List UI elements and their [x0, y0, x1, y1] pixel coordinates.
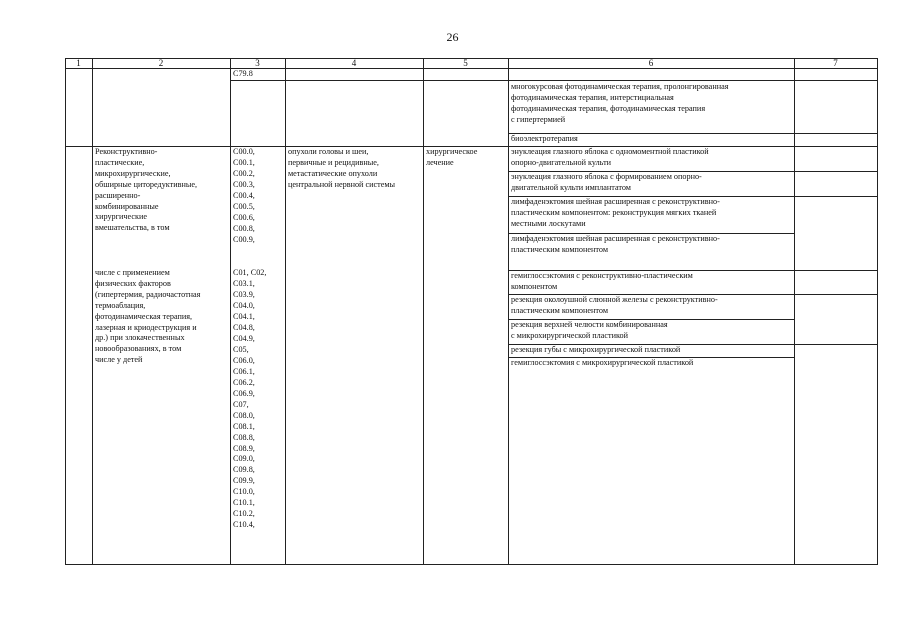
text-line: компонентом	[511, 281, 558, 291]
column-border	[508, 58, 509, 565]
icd-code: C00.3,	[233, 179, 255, 189]
intervention-description	[95, 268, 200, 366]
prev-row-treatment	[511, 82, 728, 126]
text-line: термоаблация,	[95, 300, 146, 310]
text-line: энуклеация глазного яблока с одномоментной пластикой	[511, 147, 709, 156]
column-header-5: 5	[463, 58, 468, 68]
icd-code: C10.4,	[233, 520, 255, 530]
text-line: резекция околоушной слюнной железы с реконструктивно-	[511, 295, 718, 304]
diagnosis	[288, 147, 395, 191]
text-line: обширные циторедуктивные,	[95, 179, 198, 189]
column-header-3: 3	[255, 58, 260, 68]
text-line: опорно-двигательной культи	[511, 157, 612, 167]
text-line: местными лоскутами	[511, 218, 586, 228]
text-line: лечение	[426, 157, 454, 167]
text-line: пластические,	[95, 157, 145, 167]
text-line: хирургические	[95, 212, 147, 222]
text-line: фотодинамическая терапия,	[95, 311, 193, 321]
text-line: числе с применением	[95, 268, 170, 277]
text-line: резекция верхней челюсти комбинированная	[511, 320, 668, 329]
text-line: (гипертермия, радиочастотная	[95, 289, 201, 299]
icd-code: C06.2,	[233, 377, 255, 387]
icd-code: C09.8,	[233, 465, 255, 475]
page-number: 26	[446, 30, 459, 44]
procedures-table	[65, 58, 877, 565]
icd-code: C00.1,	[233, 157, 255, 167]
text-line: пластическим компонентом	[511, 244, 609, 254]
treatment-method	[511, 358, 693, 369]
text-line: центральной нервной системы	[288, 179, 396, 189]
icd-code: C08.9,	[233, 443, 255, 453]
treatment-method	[511, 295, 718, 317]
text-line: фотодинамическая терапия, интерстициальная	[511, 92, 674, 102]
icd-code: C06.0,	[233, 355, 255, 365]
text-line: новообразованиях, в том	[95, 344, 182, 354]
icd-code: C04.0,	[233, 300, 255, 310]
text-line: лазерная и криодеструкция и	[95, 322, 197, 332]
treatment-method	[511, 234, 720, 256]
treatment-method	[511, 345, 680, 356]
icd-code: C10.1,	[233, 498, 255, 508]
treatment-method	[511, 147, 709, 169]
icd-code: C00.9,	[233, 234, 255, 244]
text-line: др.) при злокачественных	[95, 333, 185, 343]
column-border	[65, 58, 66, 565]
text-line: лимфаденэктомия шейная расширенная с реконструктивно-	[511, 197, 720, 206]
icd-code: C05,	[233, 344, 249, 354]
text-line: резекция губы с микрохирургической пластикой	[511, 345, 681, 354]
icd-code: C00.8,	[233, 223, 255, 233]
text-line: расширенно-	[95, 190, 141, 200]
text-line: вмешательства, в том	[95, 223, 170, 233]
text-line: гемиглоссэктомия с реконструктивно-пластическим	[511, 271, 693, 280]
icd-code: C03.1,	[233, 278, 255, 288]
icd-codes	[233, 268, 266, 531]
column-header-2: 2	[158, 58, 164, 68]
column-header-1: 1	[76, 58, 81, 68]
column-border	[230, 58, 231, 565]
icd-code: C03.9,	[233, 289, 255, 299]
icd-code: C09.9,	[233, 476, 255, 486]
intervention-description	[95, 147, 197, 234]
header-divider	[65, 68, 877, 69]
column-border	[92, 58, 93, 565]
text-line: метастатические опухоли	[288, 168, 378, 178]
icd-code: C08.8,	[233, 432, 255, 442]
column-header-7: 7	[833, 58, 838, 68]
column-border	[423, 58, 424, 565]
icd-code: C04.1,	[233, 311, 255, 321]
treatment-method	[511, 271, 693, 293]
column-header-4: 4	[351, 58, 357, 68]
icd-code: C06.9,	[233, 388, 255, 398]
icd-code: C10.0,	[233, 487, 255, 497]
text-line: физических факторов	[95, 278, 171, 288]
icd-code: C08.1,	[233, 421, 255, 431]
icd-code: C07,	[233, 399, 249, 409]
icd-code: C00.6,	[233, 212, 255, 222]
table-border-bottom	[65, 564, 877, 565]
icd-code: C09.0,	[233, 454, 255, 464]
text-line: с микрохирургической пластикой	[511, 330, 628, 340]
icd-codes	[233, 147, 255, 246]
treatment-method	[511, 172, 702, 194]
treatment-method	[511, 197, 720, 230]
text-line: комбинированные	[95, 201, 159, 211]
column-header-6: 6	[648, 58, 654, 68]
icd-code: C06.1,	[233, 366, 255, 376]
text-line: энуклеация глазного яблока с формированием опорно-	[511, 172, 702, 181]
text-line: опухоли головы и шеи,	[288, 147, 369, 156]
column-border	[877, 58, 878, 565]
text-line: хирургическое	[426, 147, 478, 156]
text-line: фотодинамическая терапия, фотодинамическая терапия	[511, 103, 706, 113]
text-line: с гипертермией	[511, 114, 566, 124]
icd-code: C04.8,	[233, 322, 255, 332]
icd-code: C00.0,	[233, 147, 255, 156]
prev-row-treatment	[511, 134, 578, 145]
text-line: Реконструктивно-	[95, 147, 158, 156]
icd-code: C04.9,	[233, 333, 255, 343]
text-line: гемиглоссэктомия с микрохирургической пластикой	[511, 358, 694, 367]
text-line: биоэлектротерапия	[511, 134, 578, 143]
treatment-type	[426, 147, 477, 169]
icd-code: C01, C02,	[233, 268, 267, 277]
code-divider	[230, 80, 877, 81]
text-line: лимфаденэктомия шейная расширенная с реконструктивно-	[511, 234, 720, 243]
text-line: двигательной культи имплантатом	[511, 182, 631, 192]
treatment-method	[511, 320, 668, 342]
icd-code: C10.2,	[233, 509, 255, 519]
column-border	[794, 58, 795, 565]
icd-code: C00.4,	[233, 190, 255, 200]
text-line: микрохирургические,	[95, 168, 171, 178]
text-line: первичные и рецидивные,	[288, 157, 379, 167]
text-line: числе у детей	[95, 355, 143, 365]
icd-code: C00.2,	[233, 168, 255, 178]
text-line: многокурсовая фотодинамическая терапия, пролонгированная	[511, 82, 729, 91]
icd-code: C00.5,	[233, 201, 255, 211]
text-line: пластическим компонентом: реконструкция мягких тканей	[511, 207, 717, 217]
column-border	[285, 58, 286, 565]
text-line: пластическим компонентом	[511, 305, 609, 315]
icd-code: C08.0,	[233, 410, 255, 420]
prev-row-code: C79.8	[233, 69, 253, 78]
